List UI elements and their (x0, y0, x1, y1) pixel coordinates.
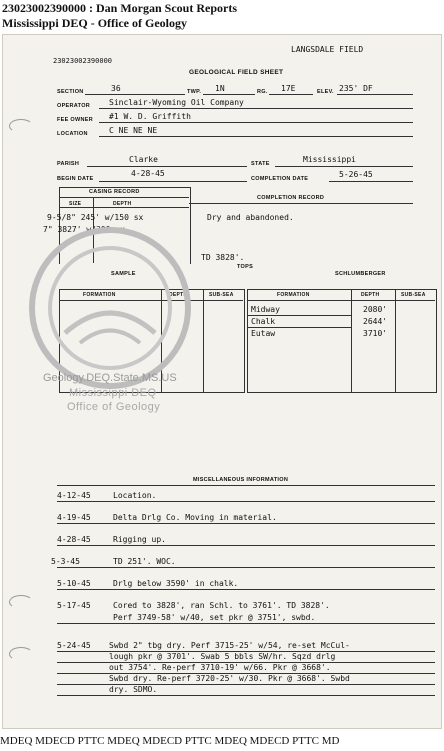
operator-value: Sinclair-Wyoming Oil Company (109, 98, 244, 107)
schl-depth-header: DEPTH (361, 292, 380, 298)
misc-text: Swbd dry. Re-perf 3720-25' w/30. Pkr @ 3668'. Swbd (109, 674, 350, 683)
completion-date-label: COMPLETION DATE (251, 176, 309, 182)
schl-subsea-header: SUB-SEA (401, 292, 426, 298)
api-number: 23023002390000 (53, 57, 113, 65)
misc-text: out 3754'. Re-perf 3710-19' w/66. Pkr @ 3668'. (109, 663, 331, 672)
misc-date: 5-3-45 (51, 557, 80, 566)
table-row: 3710' (363, 329, 388, 338)
schl-formation-header: FORMATION (277, 292, 310, 298)
sample-subsea-header: SUB-SEA (209, 292, 234, 298)
report-title: 23023002390000 : Dan Morgan Scout Reports (2, 1, 237, 15)
binder-hole-icon (9, 595, 33, 609)
fee-owner-value: #1 W. D. Griffith (109, 112, 191, 121)
section-label: SECTION (57, 89, 84, 95)
rg-value: 17E (281, 84, 296, 93)
section-value: 36 (111, 84, 121, 93)
misc-info-label: MISCELLANEOUS INFORMATION (193, 477, 289, 483)
begin-date-value: 4-28-45 (131, 169, 165, 178)
misc-text: Location. (113, 491, 157, 500)
binder-hole-icon (9, 119, 33, 133)
operator-label: OPERATOR (57, 103, 91, 109)
misc-text: Swbd 2" tbg dry. Perf 3715-25' w/54, re-set McCul- (109, 641, 350, 650)
misc-text: Rigging up. (113, 535, 166, 544)
binder-hole-icon (9, 647, 33, 661)
twp-value: 1N (215, 84, 225, 93)
misc-text: Cored to 3828', ran Schl. to 3761'. TD 3828'. (113, 601, 330, 610)
state-value: Mississippi (303, 155, 356, 164)
casing-depth-header: DEPTH (113, 201, 132, 207)
field-name: LANGSDALE FIELD (291, 45, 364, 54)
elev-label: ELEV. (317, 89, 334, 95)
location-label: LOCATION (57, 131, 88, 137)
misc-text: lough pkr @ 3701'. Swab 5 bbls SW/hr. Sqzd drlg (109, 652, 336, 661)
field-sheet (2, 34, 442, 729)
casing-row: 9-5/8" 245' w/150 sx (47, 213, 144, 222)
twp-label: TWP. (187, 89, 202, 95)
misc-date: 5-17-45 (57, 601, 91, 610)
report-subtitle: Mississippi DEQ - Office of Geology (2, 16, 187, 30)
misc-date: 4-12-45 (57, 491, 91, 500)
fee-owner-label: FEE OWNER (57, 117, 94, 123)
table-row: Eutaw (251, 329, 276, 338)
footer-watermark: MDEQ MDECD PTTC MDEQ MDECD PTTC MDEQ MDECD PTTC MD (0, 735, 340, 747)
casing-record-label: CASING RECORD (89, 189, 140, 195)
parish-value: Clarke (129, 155, 158, 164)
completion-record-value: Dry and abandoned. (207, 213, 294, 222)
misc-text: TD 251'. WOC. (113, 557, 176, 566)
rg-label: RG. (257, 89, 268, 95)
misc-date: 4-28-45 (57, 535, 91, 544)
table-row: 2080' (363, 305, 388, 314)
misc-date: 4-19-45 (57, 513, 91, 522)
parish-label: PARISH (57, 161, 80, 167)
elev-value: 235' DF (339, 84, 373, 93)
sample-label: SAMPLE (111, 271, 136, 277)
location-value: C NE NE NE (109, 126, 158, 135)
watermark-url: Geology.DEQ.State.MS.US (43, 372, 177, 384)
table-row: Chalk (251, 317, 276, 326)
misc-text: Perf 3749-58' w/40, set pkr @ 3751', swbd. (113, 613, 316, 622)
completion-record-label: COMPLETION RECORD (257, 195, 325, 201)
sample-depth-header: DEPTH (169, 292, 188, 298)
total-depth: TD 3828'. (201, 253, 245, 262)
begin-date-label: BEGIN DATE (57, 176, 94, 182)
misc-date: 5-24-45 (57, 641, 91, 650)
casing-size-header: SIZE (69, 201, 82, 207)
watermark-office: Office of Geology (67, 401, 161, 413)
sample-formation-header: FORMATION (83, 292, 116, 298)
table-row: Midway (251, 305, 280, 314)
casing-row: 7" 3827' w/300 sx (43, 225, 125, 234)
sheet-title: GEOLOGICAL FIELD SHEET (189, 69, 284, 76)
completion-date-value: 5-26-45 (339, 170, 373, 179)
watermark-agency: Mississippi DEQ (69, 387, 157, 399)
misc-text: Delta Drlg Co. Moving in material. (113, 513, 277, 522)
mdeq-seal-icon (25, 223, 195, 393)
schlumberger-label: SCHLUMBERGER (335, 271, 386, 277)
misc-text: dry. SDMO. (109, 685, 158, 694)
misc-date: 5-10-45 (57, 579, 91, 588)
tops-label: TOPS (237, 264, 254, 270)
state-label: STATE (251, 161, 270, 167)
misc-text: Drlg below 3590' in chalk. (113, 579, 239, 588)
table-row: 2644' (363, 317, 388, 326)
